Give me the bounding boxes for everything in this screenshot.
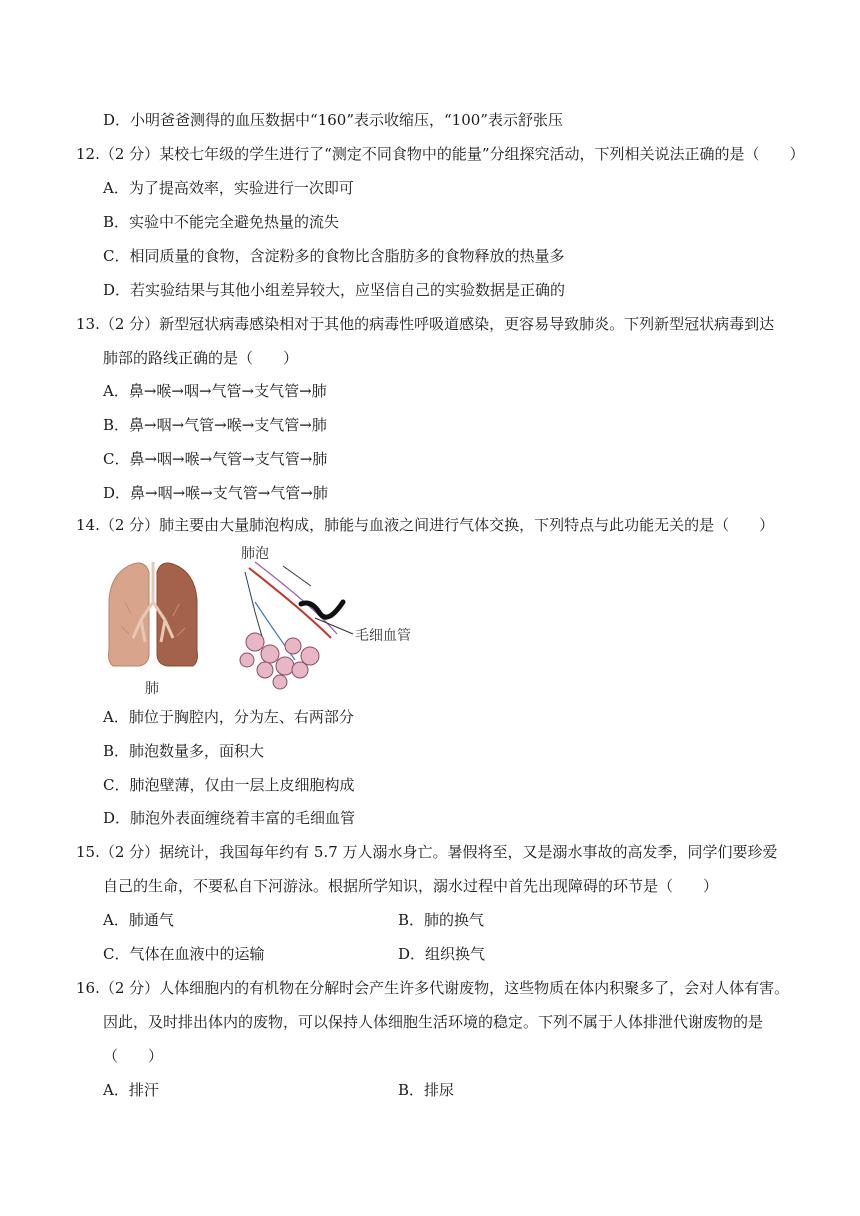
q16-stem-line3: （ ） — [103, 1047, 164, 1065]
q13-option-b: B．鼻→咽→气管→喉→支气管→肺 — [103, 416, 327, 434]
q15-option-a: A．肺通气 — [103, 911, 174, 929]
lung-illustration — [105, 542, 435, 702]
q12-option-d: D．若实验结果与其他小组差异较大，应坚信自己的实验数据是正确的 — [103, 281, 566, 299]
q13-option-a: A．鼻→喉→咽→气管→支气管→肺 — [103, 382, 327, 400]
lung-drawing — [109, 562, 198, 666]
lung-label: 肺 — [145, 681, 159, 697]
q16-stem-line2: 因此，及时排出体内的废物，可以保持人体细胞生活环境的稳定。下列不属于人体排泄代谢废物的是 — [103, 1013, 764, 1031]
q12-option-a: A．为了提高效率，实验进行一次即可 — [103, 179, 354, 197]
alveoli-drawing — [240, 562, 353, 689]
q13-option-c: C．鼻→咽→喉→气管→支气管→肺 — [103, 450, 328, 468]
q11-option-d: D．小明爸爸测得的血压数据中“160”表示收缩压，“100”表示舒张压 — [103, 111, 563, 129]
q12-stem: 12.（2 分）某校七年级的学生进行了“测定不同食物中的能量”分组探究活动，下列相关说法正确的是（ ） — [76, 145, 805, 163]
q15-option-d: D．组织换气 — [398, 945, 486, 963]
q16-option-a: A．排汗 — [103, 1081, 159, 1099]
q14-option-b: B．肺泡数量多，面积大 — [103, 742, 265, 760]
q14-option-c: C．肺泡壁薄，仅由一层上皮细胞构成 — [103, 776, 355, 794]
q16-stem-line1: 16.（2 分）人体细胞内的有机物在分解时会产生许多代谢废物，这些物质在体内积聚多了，会对人体有害。 — [76, 979, 790, 997]
q12-option-b: B．实验中不能完全避免热量的流失 — [103, 213, 340, 231]
q15-stem-line1: 15.（2 分）据统计，我国每年约有 5.7 万人溺水身亡。暑假将至，又是溺水事故的高发季，同学们要珍爱 — [76, 843, 778, 861]
q12-option-c: C．相同质量的食物，含淀粉多的食物比含脂肪多的食物释放的热量多 — [103, 247, 565, 265]
q14-option-d: D．肺泡外表面缠绕着丰富的毛细血管 — [103, 809, 356, 827]
lung-alveolus-figure — [105, 542, 435, 702]
q15-stem-line2: 自己的生命，不要私自下河游泳。根据所学知识，溺水过程中首先出现障碍的环节是（ ） — [103, 877, 719, 895]
q15-option-b: B．肺的换气 — [398, 911, 485, 929]
alveolus-label: 肺泡 — [241, 546, 269, 562]
q13-stem-line2: 肺部的路线正确的是（ ） — [103, 349, 299, 367]
q16-option-b: B．排尿 — [398, 1081, 455, 1099]
q14-stem: 14.（2 分）肺主要由大量肺泡构成，肺能与血液之间进行气体交换，下列特点与此功能无关的是（ ） — [76, 516, 775, 534]
q13-stem-line1: 13.（2 分）新型冠状病毒感染相对于其他的病毒性呼吸道感染，更容易导致肺炎。下列新型冠状病毒到达 — [76, 315, 775, 333]
q15-option-c: C．气体在血液中的运输 — [103, 945, 265, 963]
capillary-label: 毛细血管 — [355, 628, 411, 644]
q14-option-a: A．肺位于胸腔内，分为左、右两部分 — [103, 708, 354, 726]
q13-option-d: D．鼻→咽→喉→支气管→气管→肺 — [103, 484, 328, 502]
